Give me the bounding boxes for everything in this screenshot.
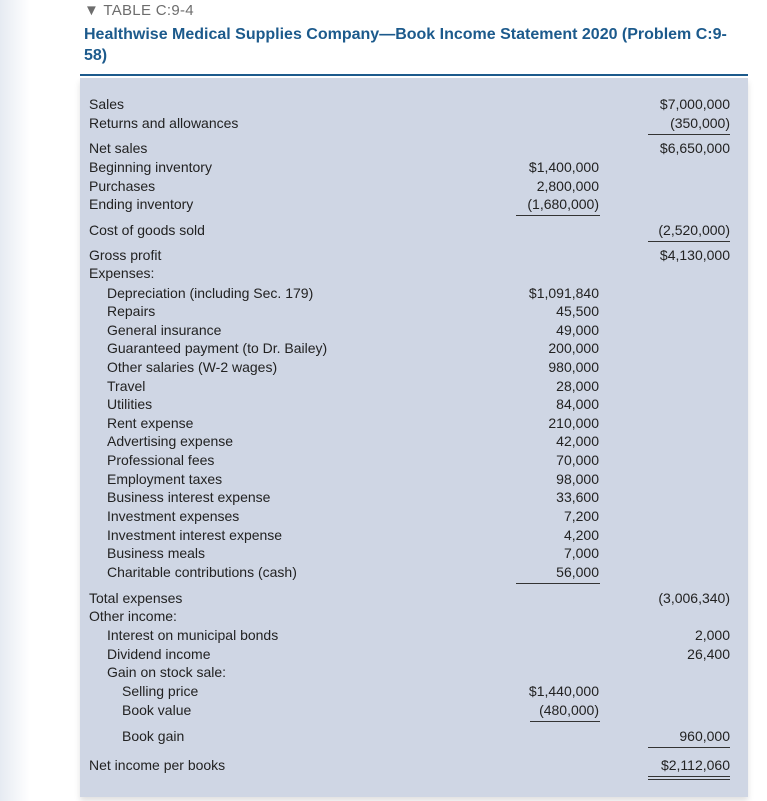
row-value: $6,650,000 xyxy=(659,140,730,156)
underline xyxy=(516,215,600,216)
section-label: Expenses: xyxy=(89,265,155,281)
row-label: Sales xyxy=(89,96,125,112)
row-value: (350,000) xyxy=(670,115,730,131)
row-value: 7,200 xyxy=(563,508,599,524)
row-value: $2,112,060 xyxy=(660,757,730,773)
row-label: Charitable contributions (cash) xyxy=(107,564,297,580)
row-value: 2,000 xyxy=(694,627,730,643)
row-value: 84,000 xyxy=(556,396,599,412)
title-rule xyxy=(80,74,748,76)
left-margin-shade xyxy=(0,0,30,801)
underline xyxy=(530,721,600,722)
row-label: Utilities xyxy=(107,396,153,412)
row-label: Interest on municipal bonds xyxy=(107,627,279,643)
row-label: Business interest expense xyxy=(107,489,271,505)
row-label: Guaranteed payment (to Dr. Bailey) xyxy=(107,340,328,356)
underline xyxy=(648,241,730,242)
row-label: Investment interest expense xyxy=(107,527,283,543)
row-value: $1,440,000 xyxy=(528,683,599,699)
row-value: 33,600 xyxy=(556,489,599,505)
double-underline-bottom xyxy=(648,779,730,780)
row-value: $4,130,000 xyxy=(659,247,730,263)
row-value: (480,000) xyxy=(539,702,599,718)
row-label: Cost of goods sold xyxy=(89,222,205,238)
row-label: Advertising expense xyxy=(107,433,234,449)
row-label: General insurance xyxy=(107,322,222,338)
row-label: Book value xyxy=(122,702,192,718)
row-label: Selling price xyxy=(122,683,199,699)
row-label: Net sales xyxy=(89,140,148,156)
row-label: Ending inventory xyxy=(89,196,194,212)
row-label: Returns and allowances xyxy=(89,115,239,131)
row-value: (2,520,000) xyxy=(658,222,730,238)
row-value: 980,000 xyxy=(548,359,599,375)
row-value: 56,000 xyxy=(556,564,599,580)
row-value: 98,000 xyxy=(556,471,599,487)
row-value: 45,500 xyxy=(556,303,599,319)
row-label: Book gain xyxy=(122,728,185,744)
row-value: 26,400 xyxy=(687,646,730,662)
row-value: (3,006,340) xyxy=(658,590,730,606)
row-label: Rent expense xyxy=(107,415,194,431)
section-label: Gain on stock sale: xyxy=(107,664,227,680)
row-label: Dividend income xyxy=(107,646,211,662)
row-label: Business meals xyxy=(107,545,206,561)
row-value: $1,400,000 xyxy=(528,159,599,175)
double-underline-top xyxy=(648,776,730,777)
section-label: Other income: xyxy=(89,608,177,624)
row-label: Employment taxes xyxy=(107,471,223,487)
row-value: 28,000 xyxy=(556,378,599,394)
row-value: $7,000,000 xyxy=(659,96,730,112)
row-label: Depreciation (including Sec. 179) xyxy=(107,285,314,301)
row-value: 4,200 xyxy=(563,527,599,543)
row-label: Investment expenses xyxy=(107,508,240,524)
row-label: Travel xyxy=(107,378,146,394)
row-label: Other salaries (W-2 wages) xyxy=(107,359,278,375)
row-label: Professional fees xyxy=(107,452,215,468)
row-value: 2,800,000 xyxy=(536,178,599,194)
row-value: (1,680,000) xyxy=(527,196,599,212)
row-label: Beginning inventory xyxy=(89,159,212,175)
underline xyxy=(516,583,600,584)
row-value: 200,000 xyxy=(548,340,599,356)
row-label: Repairs xyxy=(107,303,156,319)
underline xyxy=(648,747,730,748)
table-title: Healthwise Medical Supplies Company—Book Income Statement 2020 (Problem C:9-58) xyxy=(84,26,727,64)
row-value: 42,000 xyxy=(556,433,599,449)
row-value: $1,091,840 xyxy=(528,285,599,301)
row-value: 210,000 xyxy=(548,415,599,431)
row-value: 960,000 xyxy=(679,728,730,744)
row-label: Purchases xyxy=(89,178,156,194)
table-tag: ▼ TABLE C:9-4 xyxy=(84,2,194,19)
row-value: 7,000 xyxy=(563,545,599,561)
row-label: Gross profit xyxy=(89,247,162,263)
row-label: Total expenses xyxy=(89,590,183,606)
row-value: 49,000 xyxy=(556,322,599,338)
underline xyxy=(648,134,730,135)
row-value: 70,000 xyxy=(556,452,599,468)
row-label: Net income per books xyxy=(89,757,226,773)
